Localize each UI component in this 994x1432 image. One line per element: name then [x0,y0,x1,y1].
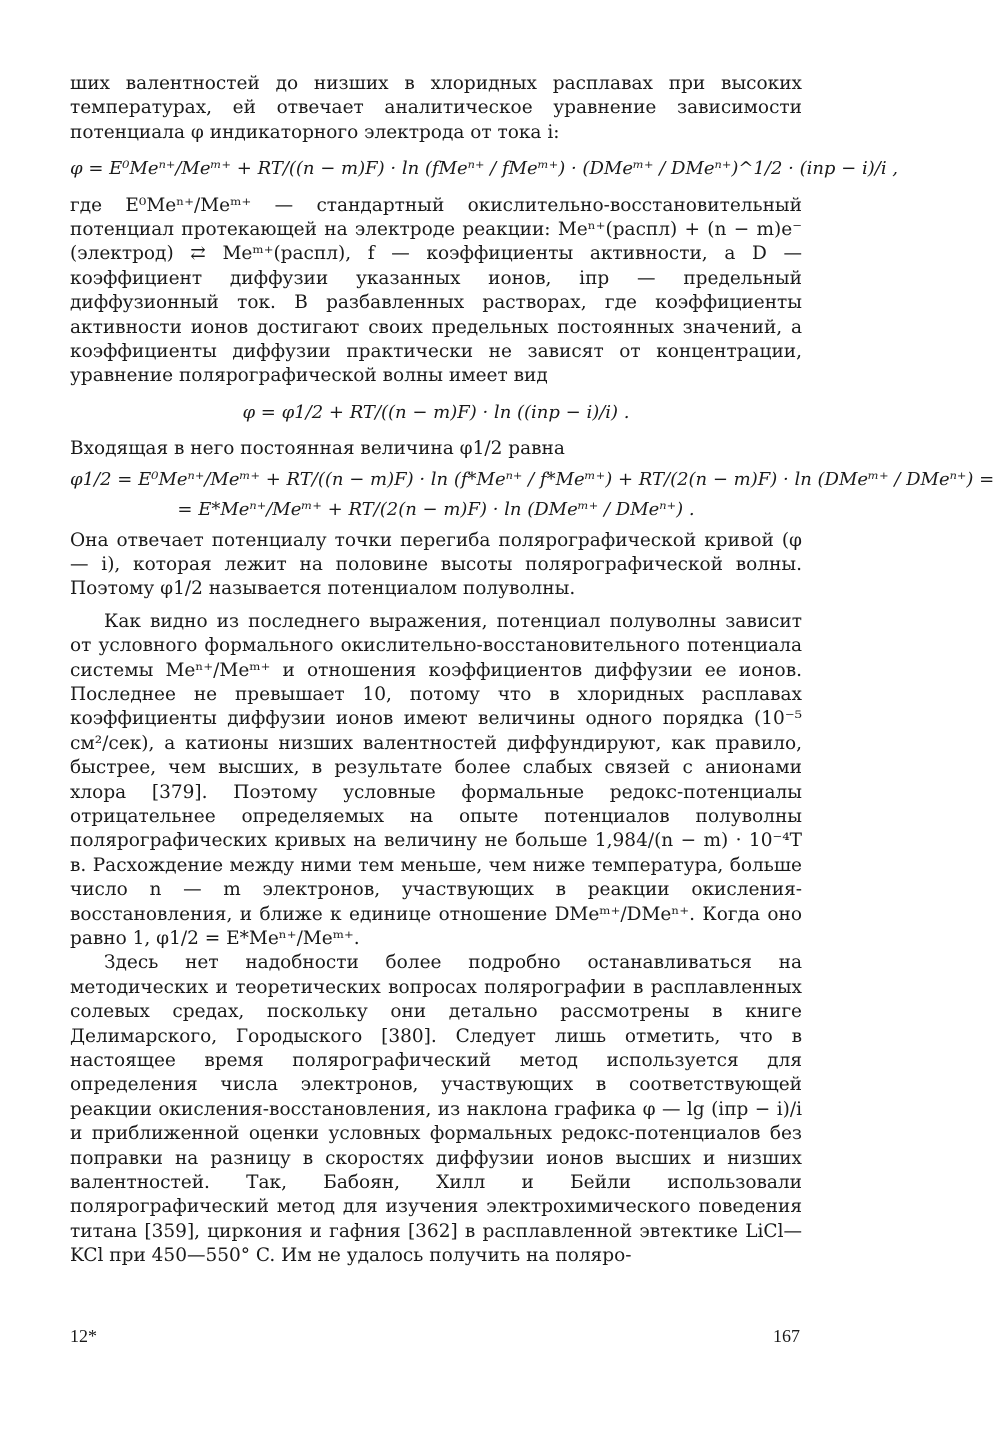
formula-potential: φ = E⁰Meⁿ⁺/Meᵐ⁺ + RT/((n − m)F) · ln (fMeⁿ⁺ / fMeᵐ⁺) · (DMeᵐ⁺ / DMeⁿ⁺)^1/2 · (iпр − i)/i , [70,158,899,180]
page-body [70,72,994,1269]
paragraph-where: где E⁰Meⁿ⁺/Meᵐ⁺ — стандартный окислительно-восстановительный потенциал протекающей на электроде реакции: Meⁿ⁺(распл) + (n − m)e⁻ (электрод) ⇄ Meᵐ⁺(распл), f — коэффициенты активности, а D — коэффициент диффузии указанных ионов, iпр — предельный диффузионный ток. В разбавленных растворах, где коэффициенты активности ионов достигают своих предельных постоянных значений, а коэффициенты диффузии практически не зависят от концентрации, уравнение полярографической волны имеет вид [70,194,802,387]
paragraph-constant: Входящая в него постоянная величина φ1/2 равна [70,438,565,460]
paragraph-as-seen: Как видно из последнего выражения, потенциал полуволны зависит от условного формального окислительно-восстановительного потенциала системы Meⁿ⁺/Meᵐ⁺ и отношения коэффициентов диффузии ее ионов. Последнее не превышает 10, потому что в хлоридных расплавах коэффициенты диффузии ионов имеют величины одного порядка (10⁻⁵ см²/сек), а катионы низших валентностей диффундируют, как правило, быстрее, чем высших, в результате более слабых связей с анионами хлора [379]. Поэтому условные формальные редокс-потенциалы отрицательнее определяемых на опыте потенциалов полуволны полярографических кривых на величину не больше 1,984/(n − m) · 10⁻⁴T в. Расхождение между ними тем меньше, чем ниже температура, больше число n — m электронов, участвующих в реакции окисления-восстановления, и ближе к единице отношение DMeᵐ⁺/DMeⁿ⁺. Когда оно равно 1, φ1/2 = E*Meⁿ⁺/Meᵐ⁺. [70,610,802,949]
page-number: 167 [773,1326,800,1346]
formula-half-wave-1: φ1/2 = E⁰Meⁿ⁺/Meᵐ⁺ + RT/((n − m)F) · ln (f*Meⁿ⁺ / f*Meᵐ⁺) + RT/(2(n − m)F) · ln (DMeᵐ⁺ / DMeⁿ⁺) = [70,468,994,490]
paragraph-intro: ших валентностей до низших в хлоридных расплавах при высоких температурах, ей отвечает аналитическое уравнение зависимости потенциала φ индикаторного электрода от тока i: [70,73,802,143]
paragraph-here: Здесь нет надобности более подробно останавливаться на методических и теоретических вопросах полярографии в расплавленных солевых средах, поскольку они детально рассмотрены в книге Делимарского, Городыского [380]. Следует лишь отметить, что в настоящее время полярографический метод используется для определения числа электронов, участвующих в соответствующей реакции окисления-восстановления, из наклона графика φ — lg (iпр − i)/i и приближенной оценки условных формальных редокс-потенциалов без поправки на разницу в скоростях диффузии ионов высших и низших валентностей. Так, Бабоян, Хилл и Бейли использовали полярографический метод для изучения электрохимического поведения титана [359], циркония и гафния [362] в расплавленной эвтектике LiCl—KCl при 450—550° C. Им не удалось получить на поляро- [70,952,802,1267]
formula-half-wave-2: = E*Meⁿ⁺/Meᵐ⁺ + RT/(2(n − m)F) · ln (DMeᵐ⁺ / DMeⁿ⁺) . [177,499,695,521]
paragraph-half-wave: Она отвечает потенциалу точки перегиба полярографической кривой (φ — i), которая лежит на половине высоты полярографической волны. Поэтому φ1/2 называется потенциалом полуволны. [70,529,802,600]
formula-wave: φ = φ1/2 + RT/((n − m)F) · ln ((iпр − i)/i) . [242,401,630,423]
signature-mark: 12* [70,1326,97,1346]
